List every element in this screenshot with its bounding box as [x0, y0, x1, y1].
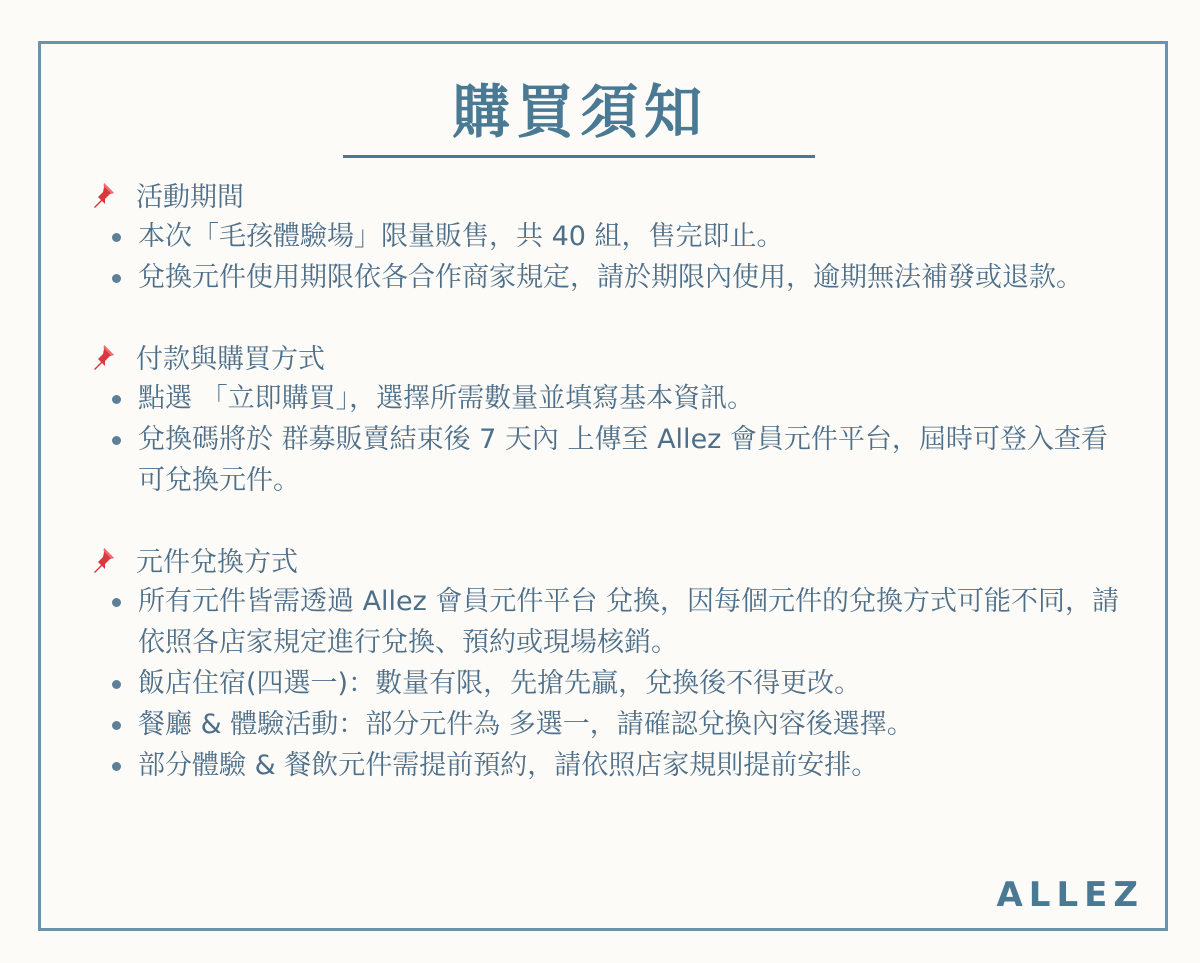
list-item — [88, 663, 1128, 704]
pushpin-icon — [88, 179, 118, 209]
bullet-icon — [112, 436, 121, 445]
bullet-icon — [112, 598, 121, 607]
list-item-text: 部分體驗 & 餐飲元件需提前預約，請依照店家規則提前安排。 — [138, 750, 879, 781]
bullet-icon — [112, 680, 121, 689]
section-activity-period — [88, 172, 1128, 298]
brand-logo-text: ALLEZ — [996, 875, 1144, 915]
list-item-text: 兌換碼將於 群募販賣結束後 7 天內 上傳至 Allez 會員元件平台，屆時可登入查看可兌換元件。 — [138, 424, 1108, 496]
section-heading — [88, 537, 1128, 581]
section-payment-method — [88, 334, 1128, 501]
list-item — [88, 581, 1128, 663]
list-item — [88, 257, 1128, 298]
section-item-list — [88, 378, 1128, 501]
title-underline — [343, 155, 815, 158]
page-title: 購買須知 — [451, 78, 708, 146]
pushpin-icon — [88, 341, 118, 371]
pushpin-icon — [88, 544, 118, 574]
bullet-icon — [112, 274, 121, 283]
list-item-text: 本次「毛孩體驗場」限量販售，共 40 組，售完即止。 — [138, 221, 784, 252]
list-item — [88, 378, 1128, 419]
list-item — [88, 216, 1128, 257]
section-redemption-method — [88, 537, 1128, 786]
list-item-text: 兌換元件使用期限依各合作商家規定，請於期限內使用，逾期無法補發或退款。 — [138, 262, 1083, 293]
section-heading — [88, 172, 1128, 216]
list-item-text: 所有元件皆需透過 Allez 會員元件平台 兌換，因每個元件的兌換方式可能不同，請依照各店家規定進行兌換、預約或現場核銷。 — [138, 586, 1120, 658]
list-item-text: 飯店住宿(四選一)：數量有限，先搶先贏，兌換後不得更改。 — [138, 668, 862, 699]
list-item-text: 點選 「立即購買」，選擇所需數量並填寫基本資訊。 — [138, 383, 755, 414]
section-heading-text: 元件兌換方式 — [136, 546, 298, 578]
bullet-icon — [112, 762, 121, 771]
list-item — [88, 704, 1128, 745]
list-item — [88, 419, 1128, 501]
section-item-list — [88, 581, 1128, 786]
list-item-text: 餐廳 & 體驗活動：部分元件為 多選一，請確認兌換內容後選擇。 — [138, 709, 914, 740]
bullet-icon — [112, 721, 121, 730]
section-heading — [88, 334, 1128, 378]
section-heading-text: 付款與購買方式 — [136, 343, 325, 375]
list-item — [88, 745, 1128, 786]
notice-sections — [88, 172, 1128, 822]
bullet-icon — [112, 395, 121, 404]
section-heading-text: 活動期間 — [136, 181, 244, 213]
bullet-icon — [112, 233, 121, 242]
section-item-list — [88, 216, 1128, 298]
